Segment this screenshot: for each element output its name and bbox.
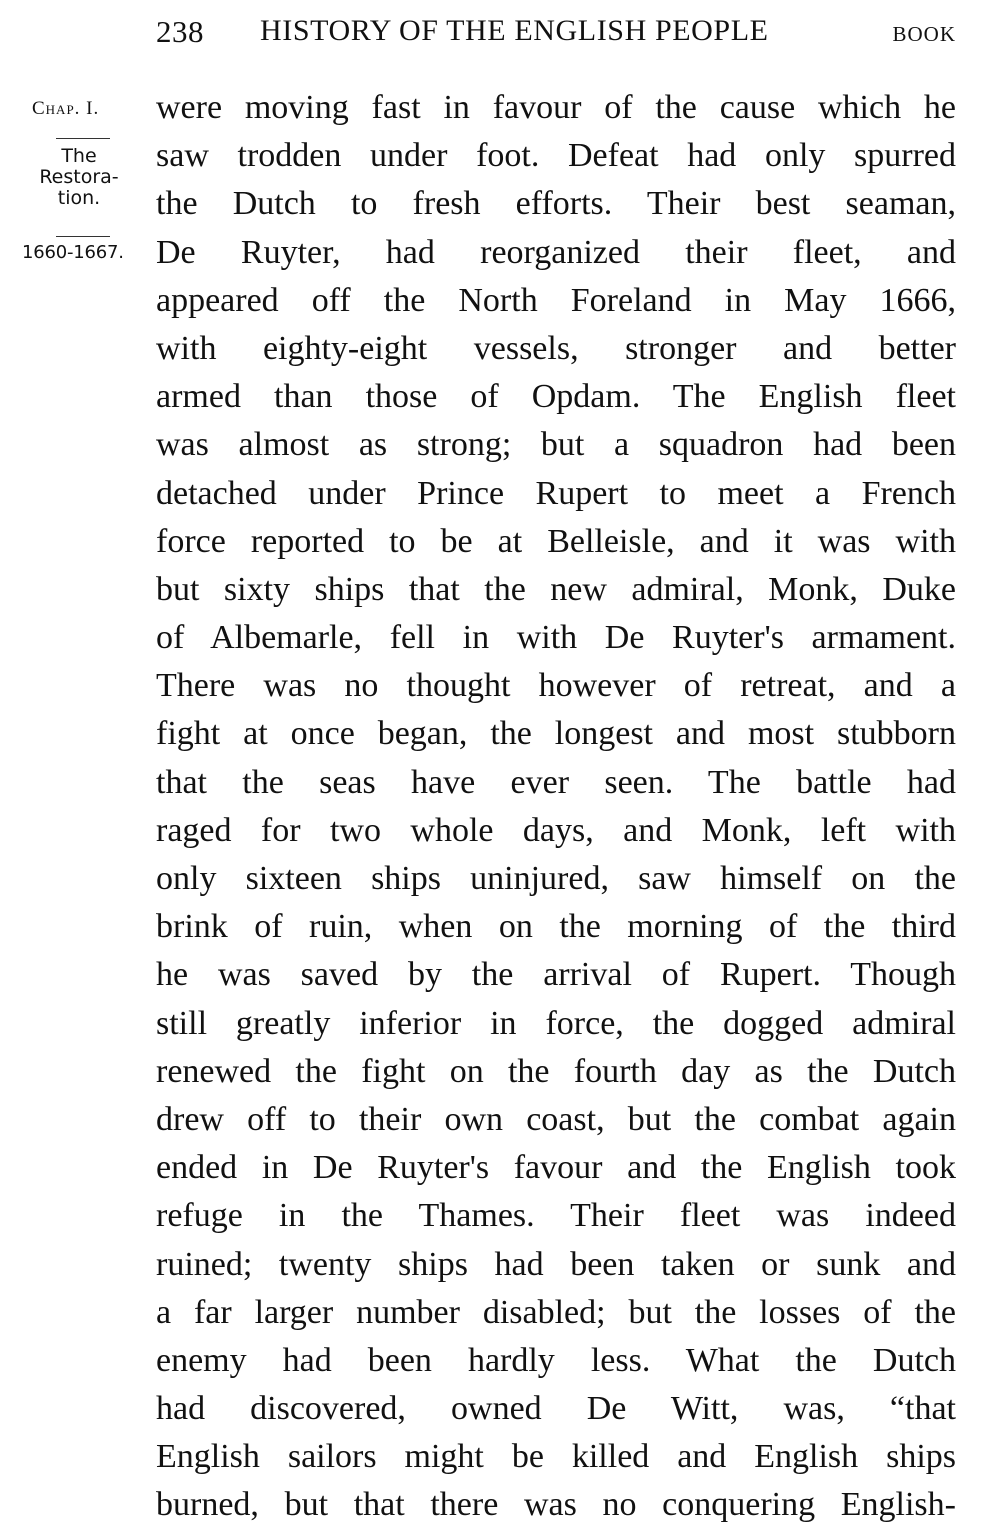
text-line: appeared off the North Foreland in May 1666, [156, 281, 956, 319]
text-line: armed than those of Opdam. The English fleet [156, 378, 956, 416]
text-line: but sixty ships that the new admiral, Monk, Duke [156, 570, 956, 608]
text-line: ruined; twenty ships had been taken or sunk and [156, 1245, 956, 1283]
text-line: fight at once began, the longest and most stubborn [156, 715, 956, 753]
text-line: saw trodden under foot. Defeat had only spurred [156, 137, 956, 175]
text-line: De Ruyter, had reorganized their fleet, and [156, 233, 956, 271]
text-line: with eighty-eight vessels, stronger and better [156, 329, 956, 367]
text-line: renewed the fight on the fourth day as the Dutch [156, 1052, 956, 1090]
text-line: brink of ruin, when on the morning of the third [156, 908, 956, 946]
text-line: raged for two whole days, and Monk, left with [156, 811, 956, 849]
text-line: refuge in the Thames. Their fleet was indeed [156, 1197, 956, 1235]
text-line: still greatly inferior in force, the dogged admiral [156, 1004, 956, 1042]
text-line: burned, but that there was no conquering English- [156, 1486, 956, 1524]
text-line: a far larger number disabled; but the losses of the [156, 1293, 956, 1331]
margin-topic [16, 146, 142, 209]
margin-topic-line: tion. [57, 187, 101, 209]
text-line: English sailors might be killed and English ships [156, 1438, 956, 1476]
text-line: was almost as strong; but a squadron had been [156, 426, 956, 464]
text-line: he was saved by the arrival of Rupert. Though [156, 956, 956, 994]
text-line: of Albemarle, fell in with De Ruyter's armament. [156, 619, 956, 657]
text-line: that the seas have ever seen. The battle had [156, 763, 956, 801]
margin-topic-line: The [61, 145, 97, 167]
margin-chapter: Chap. I. [32, 98, 100, 119]
text-line: enemy had been hardly less. What the Dutch [156, 1341, 956, 1379]
text-line: had discovered, owned De Witt, was, “that [156, 1390, 956, 1428]
margin-rule-top [56, 138, 110, 139]
text-line: force reported to be at Belleisle, and it was with [156, 522, 956, 560]
text-line: only sixteen ships uninjured, saw himself on the [156, 860, 956, 897]
book-label: BOOK [892, 22, 956, 46]
running-head [156, 14, 956, 58]
text-line: ended in De Ruyter's favour and the English took [156, 1149, 956, 1187]
text-line: There was no thought however of retreat, and a [156, 667, 956, 705]
margin-dates: 1660-1667. [22, 242, 124, 263]
text-line: detached under Prince Rupert to meet a French [156, 474, 956, 512]
text-line: drew off to their own coast, but the combat again [156, 1100, 956, 1138]
page-number: 238 [156, 14, 204, 49]
margin-topic-line: Restora- [39, 166, 119, 188]
margin-rule-bottom [56, 236, 110, 237]
body-text [156, 84, 956, 1530]
text-line: the Dutch to fresh efforts. Their best seaman, [156, 185, 956, 223]
text-line: were moving fast in favour of the cause which he [156, 89, 956, 126]
running-title: HISTORY OF THE ENGLISH PEOPLE [260, 14, 769, 47]
